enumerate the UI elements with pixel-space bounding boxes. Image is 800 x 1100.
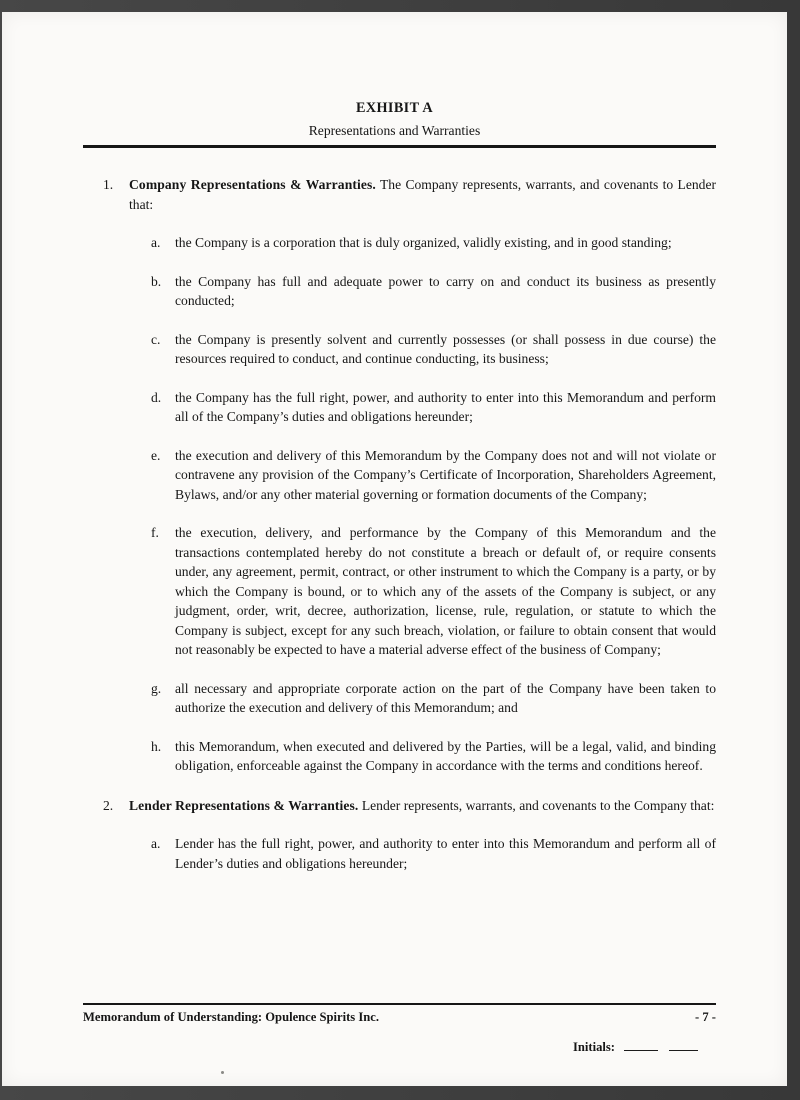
- footer-doc-title: Memorandum of Understanding: Opulence Spirits Inc.: [83, 1010, 379, 1024]
- item-text: the Company is a corporation that is duly organized, validly existing, and in good standing;: [175, 235, 672, 250]
- document-page: [2, 12, 787, 1086]
- section-heading: Company Representations & Warranties.: [129, 177, 376, 192]
- item-text: the execution and delivery of this Memorandum by the Company does not and will not violate or contravene any provision of the Company’s Certificate of Incorporation, Shareholders Agreement, Bylaws, and/or any other material governing or formation documents of the Company;: [175, 447, 716, 502]
- item-letter: g.: [151, 680, 162, 696]
- item-letter: a.: [151, 235, 161, 250]
- item-letter: f.: [151, 525, 159, 540]
- page-header: [2, 12, 787, 140]
- list-item: [129, 834, 716, 873]
- section-heading-paragraph: [129, 796, 716, 816]
- list-item: [129, 330, 716, 369]
- page-footer: [83, 1003, 716, 1028]
- section-body: [129, 175, 716, 776]
- item-text: the Company has the full right, power, and authority to enter into this Memorandum and perform all of the Company’s duties and obligations hereunder;: [175, 389, 716, 424]
- initials-blank-line: [624, 1038, 658, 1051]
- initials-blank-line: [669, 1038, 698, 1051]
- exhibit-title: EXHIBIT A: [355, 100, 434, 116]
- section-company-reps: [103, 175, 716, 776]
- header-rule: [83, 145, 716, 148]
- list-item: [129, 388, 716, 427]
- item-text: the execution, delivery, and performance by the Company of this Memorandum and the transactions contemplated hereby do not constitute a breach or default of, or require consents under, any agreement, permit, contract, or other instrument to which the Company is a party, or by which the Company is bound, or to which any of the assets of the Company is subject, or any judgment, order, writ, decree, authorization, license, rule, regulation, or statute to which the Company is subject, except for any such breach, violation, or failure to obtain consent that would not reasonably be expected to have a material adverse effect of the business of Company;: [175, 525, 716, 657]
- list-item: [129, 272, 716, 311]
- initials-label: Initials:: [573, 1040, 615, 1054]
- section-number: 1.: [103, 177, 114, 192]
- list-item: [129, 679, 716, 718]
- item-letter: d.: [151, 389, 162, 405]
- item-letter: b.: [151, 273, 162, 289]
- section-heading: Lender Representations & Warranties.: [129, 797, 359, 813]
- list-item: [129, 233, 716, 253]
- footer-page-number: - 7 -: [695, 1010, 716, 1024]
- section-body: [129, 796, 716, 874]
- list-item: [129, 446, 716, 505]
- item-text: the Company has full and adequate power to carry on and conduct its business as presently conducted;: [175, 273, 716, 308]
- item-text: the Company is presently solvent and currently possesses (or shall possess in due course) the resources required to conduct, and continue conducting, its business;: [175, 331, 716, 366]
- item-letter: a.: [151, 836, 161, 851]
- item-letter: c.: [151, 331, 161, 347]
- scan-artifact-dot: [221, 1071, 224, 1074]
- item-letter: e.: [151, 447, 161, 463]
- section-intro: The Company represents, warrants, and covenants to Lender that:: [129, 177, 717, 212]
- item-text: all necessary and appropriate corporate action on the part of the Company have been taken to authorize the execution and delivery of this Memorandum; and: [175, 680, 716, 715]
- initials-row: [573, 1038, 698, 1058]
- section-intro: Lender represents, warrants, and covenants to the Company that:: [361, 797, 715, 813]
- document-body: [103, 175, 716, 873]
- section-number: 2.: [103, 797, 114, 813]
- exhibit-subtitle: Representations and Warranties: [308, 122, 481, 138]
- section-lender-reps: [103, 796, 716, 874]
- item-text: this Memorandum, when executed and delivered by the Parties, will be a legal, valid, and binding obligation, enforceable against the Company in accordance with the terms and conditions hereof.: [175, 738, 716, 773]
- list-item: [129, 737, 716, 776]
- item-text: Lender has the full right, power, and authority to enter into this Memorandum and perform all of Lender’s duties and obligations hereunder;: [175, 836, 716, 871]
- item-letter: h.: [151, 738, 162, 754]
- list-item: [129, 523, 716, 660]
- section-heading-paragraph: [129, 175, 716, 214]
